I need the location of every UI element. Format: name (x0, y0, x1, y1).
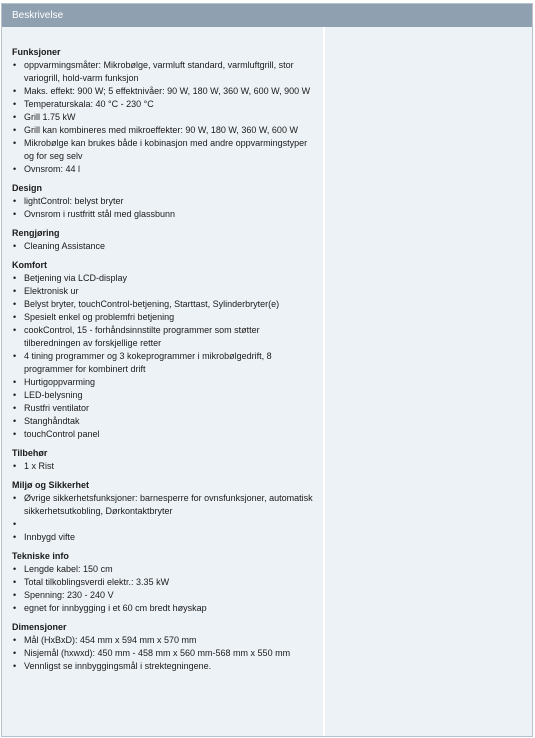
bullet-icon: • (13, 390, 17, 400)
section-tekniske-info (12, 550, 317, 615)
list-item (12, 518, 317, 531)
list-item (12, 59, 317, 85)
item-list (12, 492, 317, 544)
list-item-text: Mikrobølge kan brukes både i kobinasjon med andre oppvarmingstyper og for seg selv (24, 138, 308, 161)
list-item-text: Vennligst se innbyggingsmål i strektegningene. (24, 661, 212, 671)
bullet-icon: • (13, 138, 17, 148)
bullet-icon: • (13, 351, 17, 361)
bullet-icon: • (13, 60, 17, 70)
bullet-icon: • (13, 125, 17, 135)
item-list (12, 272, 317, 441)
bullet-icon: • (13, 648, 17, 658)
list-item (12, 376, 317, 389)
list-item (12, 660, 317, 673)
list-item (12, 602, 317, 615)
bullet-icon: • (13, 532, 17, 542)
list-item (12, 428, 317, 441)
bullet-icon: • (13, 241, 17, 251)
section-title: Tilbehør (12, 448, 48, 458)
bullet-icon: • (13, 299, 17, 309)
item-list (12, 563, 317, 615)
item-list (12, 240, 317, 253)
list-item-text: 1 x Rist (24, 461, 55, 471)
list-item (12, 576, 317, 589)
list-item-text: Grill kan kombineres med mikroeffekter: 90 W, 180 W, 360 W, 600 W (24, 125, 298, 135)
bullet-icon: • (13, 416, 17, 426)
list-item-text: cookControl, 15 - forhåndsinnstilte programmer som støtter tilberedningen av forskjellige retter (24, 325, 260, 348)
list-item (12, 350, 317, 376)
item-list (12, 59, 317, 176)
bullet-icon: • (13, 196, 17, 206)
list-item (12, 240, 317, 253)
list-item-text: Rustfri ventilator (24, 403, 90, 413)
list-item (12, 460, 317, 473)
bullet-icon: • (13, 661, 17, 671)
section-tilbehør (12, 447, 317, 473)
section-title: Tekniske info (12, 551, 69, 561)
description-panel (1, 3, 533, 737)
feature-list (12, 46, 317, 679)
bullet-icon: • (13, 86, 17, 96)
item-list (12, 195, 317, 221)
list-item (12, 124, 317, 137)
section-title: Komfort (12, 260, 47, 270)
list-item-text: LED-belysning (24, 390, 83, 400)
item-list (12, 460, 317, 473)
description-column (2, 27, 323, 736)
list-item-text: Nisjemål (hxwxd): 450 mm - 458 mm x 560 mm-568 mm x 550 mm (24, 648, 291, 658)
list-item-text: Hurtigoppvarming (24, 377, 96, 387)
bullet-icon: • (13, 286, 17, 296)
list-item-text: Spesielt enkel og problemfri betjening (24, 312, 175, 322)
section-funksjoner (12, 46, 317, 176)
bullet-icon: • (13, 461, 17, 471)
bullet-icon: • (13, 493, 17, 503)
bullet-icon: • (13, 209, 17, 219)
section-title: Miljø og Sikkerhet (12, 480, 90, 490)
list-item (12, 589, 317, 602)
list-item-text: Stanghåndtak (24, 416, 80, 426)
list-item-text: Grill 1.75 kW (24, 112, 76, 122)
list-item-text: Elektronisk ur (24, 286, 79, 296)
list-item-text: Belyst bryter, touchControl-betjening, Starttast, Sylinderbryter(e) (24, 299, 280, 309)
bullet-icon: • (13, 273, 17, 283)
list-item (12, 647, 317, 660)
bullet-icon: • (13, 635, 17, 645)
empty-column (325, 27, 532, 736)
bullet-icon: • (13, 377, 17, 387)
list-item-text: Ovnsrom i rustfritt stål med glassbunn (24, 209, 176, 219)
item-list (12, 634, 317, 673)
bullet-icon: • (13, 577, 17, 587)
list-item (12, 285, 317, 298)
list-item-text: lightControl: belyst bryter (24, 196, 124, 206)
list-item (12, 163, 317, 176)
bullet-icon: • (13, 164, 17, 174)
bullet-icon: • (13, 519, 17, 529)
section-design (12, 182, 317, 221)
list-item (12, 634, 317, 647)
list-item-text: Temperaturskala: 40 °C - 230 °C (24, 99, 154, 109)
section-dimensjoner (12, 621, 317, 673)
bullet-icon: • (13, 312, 17, 322)
list-item (12, 98, 317, 111)
list-item-text: oppvarmingsmåter: Mikrobølge, varmluft standard, varmluftgrill, stor variogrill, hold-varm funksjon (24, 60, 294, 83)
bullet-icon: • (13, 325, 17, 335)
list-item (12, 415, 317, 428)
list-item-text: Øvrige sikkerhetsfunksjoner: barnesperre for ovnsfunksjoner, automatisk sikkerhetsutkobling, Dørkontaktbryter (24, 493, 313, 516)
list-item (12, 111, 317, 124)
section-miljø-og-sikkerhet (12, 479, 317, 544)
panel-body (2, 27, 532, 736)
list-item (12, 311, 317, 324)
bullet-icon: • (13, 403, 17, 413)
section-title: Funksjoner (12, 47, 61, 57)
list-item-text: Betjening via LCD-display (24, 273, 128, 283)
list-item (12, 531, 317, 544)
list-item (12, 208, 317, 221)
bullet-icon: • (13, 112, 17, 122)
list-item (12, 324, 317, 350)
section-title: Dimensjoner (12, 622, 67, 632)
panel-title: Beskrivelse (12, 10, 64, 21)
list-item-text: 4 tining programmer og 3 kokeprogrammer i mikrobølgedrift, 8 programmer for kombinert drift (24, 351, 272, 374)
list-item-text: touchControl panel (24, 429, 100, 439)
bullet-icon: • (13, 590, 17, 600)
list-item-text: Total tilkoblingsverdi elektr.: 3.35 kW (24, 577, 170, 587)
section-rengjøring (12, 227, 317, 253)
list-item (12, 492, 317, 518)
bullet-icon: • (13, 429, 17, 439)
list-item (12, 402, 317, 415)
list-item-text: egnet for innbygging i et 60 cm bredt høyskap (24, 603, 207, 613)
section-title: Rengjøring (12, 228, 60, 238)
section-komfort (12, 259, 317, 441)
list-item (12, 272, 317, 285)
list-item (12, 195, 317, 208)
list-item-text: Cleaning Assistance (24, 241, 106, 251)
list-item-text: Innbygd vifte (24, 532, 76, 542)
list-item-text: Spenning: 230 - 240 V (24, 590, 114, 600)
section-title: Design (12, 183, 43, 193)
bullet-icon: • (13, 99, 17, 109)
list-item-text: Mål (HxBxD): 454 mm x 594 mm x 570 mm (24, 635, 197, 645)
list-item-text: Maks. effekt: 900 W; 5 effektnivåer: 90 W, 180 W, 360 W, 600 W, 900 W (24, 86, 311, 96)
bullet-icon: • (13, 564, 17, 574)
list-item (12, 298, 317, 311)
list-item (12, 389, 317, 402)
bullet-icon: • (13, 603, 17, 613)
list-item (12, 137, 317, 163)
list-item-text: Ovnsrom: 44 l (24, 164, 81, 174)
list-item (12, 563, 317, 576)
list-item (12, 85, 317, 98)
panel-header (2, 4, 532, 27)
list-item-text: Lengde kabel: 150 cm (24, 564, 113, 574)
